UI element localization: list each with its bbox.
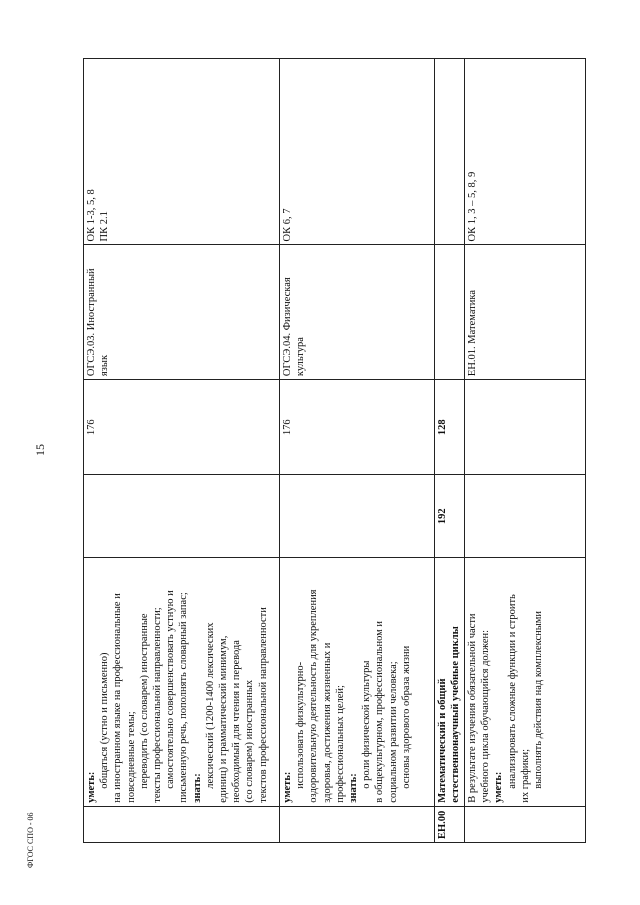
- section-heading: естественнонаучный учебные циклы: [450, 626, 462, 803]
- content-line: использовать физкультурно-: [295, 661, 307, 789]
- cycle-code-cell: [465, 806, 586, 842]
- cycle-code-cell: [84, 806, 280, 842]
- content-line: профессиональных целей;: [334, 685, 346, 803]
- table-row: [435, 59, 465, 843]
- content-line: переводить (со словарем) иностранные: [138, 613, 150, 789]
- section-heading: уметь:: [493, 771, 505, 803]
- section-heading: знать:: [348, 773, 360, 803]
- section-heading: уметь:: [282, 771, 293, 803]
- content-line: повседневные темы;: [125, 711, 137, 803]
- cycle-code-cell: [280, 806, 435, 842]
- hours-cell: 128: [435, 380, 465, 475]
- content-line: письменную речь, пополнять словарный запас;: [178, 592, 190, 803]
- content-line: здоровья, достижения жизненных и: [321, 642, 333, 803]
- content-line: выполнять действия над комплексными: [533, 610, 545, 789]
- content-cell: [280, 558, 435, 807]
- content-line: основы здорового образа жизни: [400, 645, 412, 789]
- hours-cell: 176: [280, 380, 435, 475]
- max-hours-cell: [465, 475, 586, 558]
- discipline-cell: ЕН.01. Математика: [465, 245, 586, 380]
- content-line: общаться (устно и письменно): [99, 652, 111, 789]
- content-line: необходимый для чтения и перевода: [231, 640, 243, 803]
- competencies-cell: ОК 6, 7: [280, 59, 435, 245]
- content-line: их графики;: [519, 748, 531, 803]
- content-line: тексты профессиональной направленности;: [152, 607, 164, 803]
- content-line: анализировать сложные функции и строить: [506, 594, 518, 789]
- content-line: в общекультурном, профессиональном и: [374, 620, 386, 803]
- content-line: самостоятельно совершенствовать устную и: [165, 590, 177, 789]
- content-line: текстов профессиональной направленности: [257, 607, 269, 803]
- discipline-cell: ОГСЭ.03. Иностранный язык: [84, 245, 280, 380]
- content-cell: [465, 558, 586, 807]
- content-cell: [435, 558, 465, 807]
- content-line: оздоровительную деятельность для укрепления: [308, 589, 320, 803]
- content-line: лексический (1200-1400 лексических: [204, 622, 216, 789]
- cycle-code-cell: ЕН.00: [435, 806, 465, 842]
- table-row: [84, 59, 280, 843]
- discipline-cell: [435, 245, 465, 380]
- content-line: В результате изучения обязательной части: [467, 613, 478, 803]
- content-line: социальном развитии человека;: [387, 661, 399, 803]
- section-heading: Математический и общий: [437, 678, 448, 803]
- content-cell: [84, 558, 280, 807]
- section-heading: знать:: [191, 773, 203, 803]
- section-heading: уметь:: [86, 771, 97, 803]
- content-line: (со словарем) иностранных: [244, 679, 256, 803]
- max-hours-cell: [84, 475, 280, 558]
- hours-cell: [465, 380, 586, 475]
- hours-cell: 176: [84, 380, 280, 475]
- table-row: [465, 59, 586, 843]
- page-number: 15: [33, 444, 47, 456]
- competencies-cell: ОК 1, 3 – 5, 8, 9: [465, 59, 586, 245]
- content-line: на иностранном языке на профессиональные и: [112, 593, 124, 803]
- footer-label: ФГОС СПО - 06: [26, 812, 35, 868]
- curriculum-table: [83, 58, 586, 843]
- curriculum-table-container: [83, 58, 583, 843]
- table-row: [280, 59, 435, 843]
- content-line: единиц) и грамматический минимум,: [218, 635, 230, 803]
- max-hours-cell: 192: [435, 475, 465, 558]
- max-hours-cell: [280, 475, 435, 558]
- content-line: о роли физической культуры: [361, 660, 373, 789]
- content-line: учебного цикла обучающийся должен:: [480, 629, 492, 803]
- competencies-cell: [435, 59, 465, 245]
- competencies-cell: ОК 1-3, 5, 8 ПК 2.1: [84, 59, 280, 245]
- discipline-cell: ОГСЭ.04. Физическая культура: [280, 245, 435, 380]
